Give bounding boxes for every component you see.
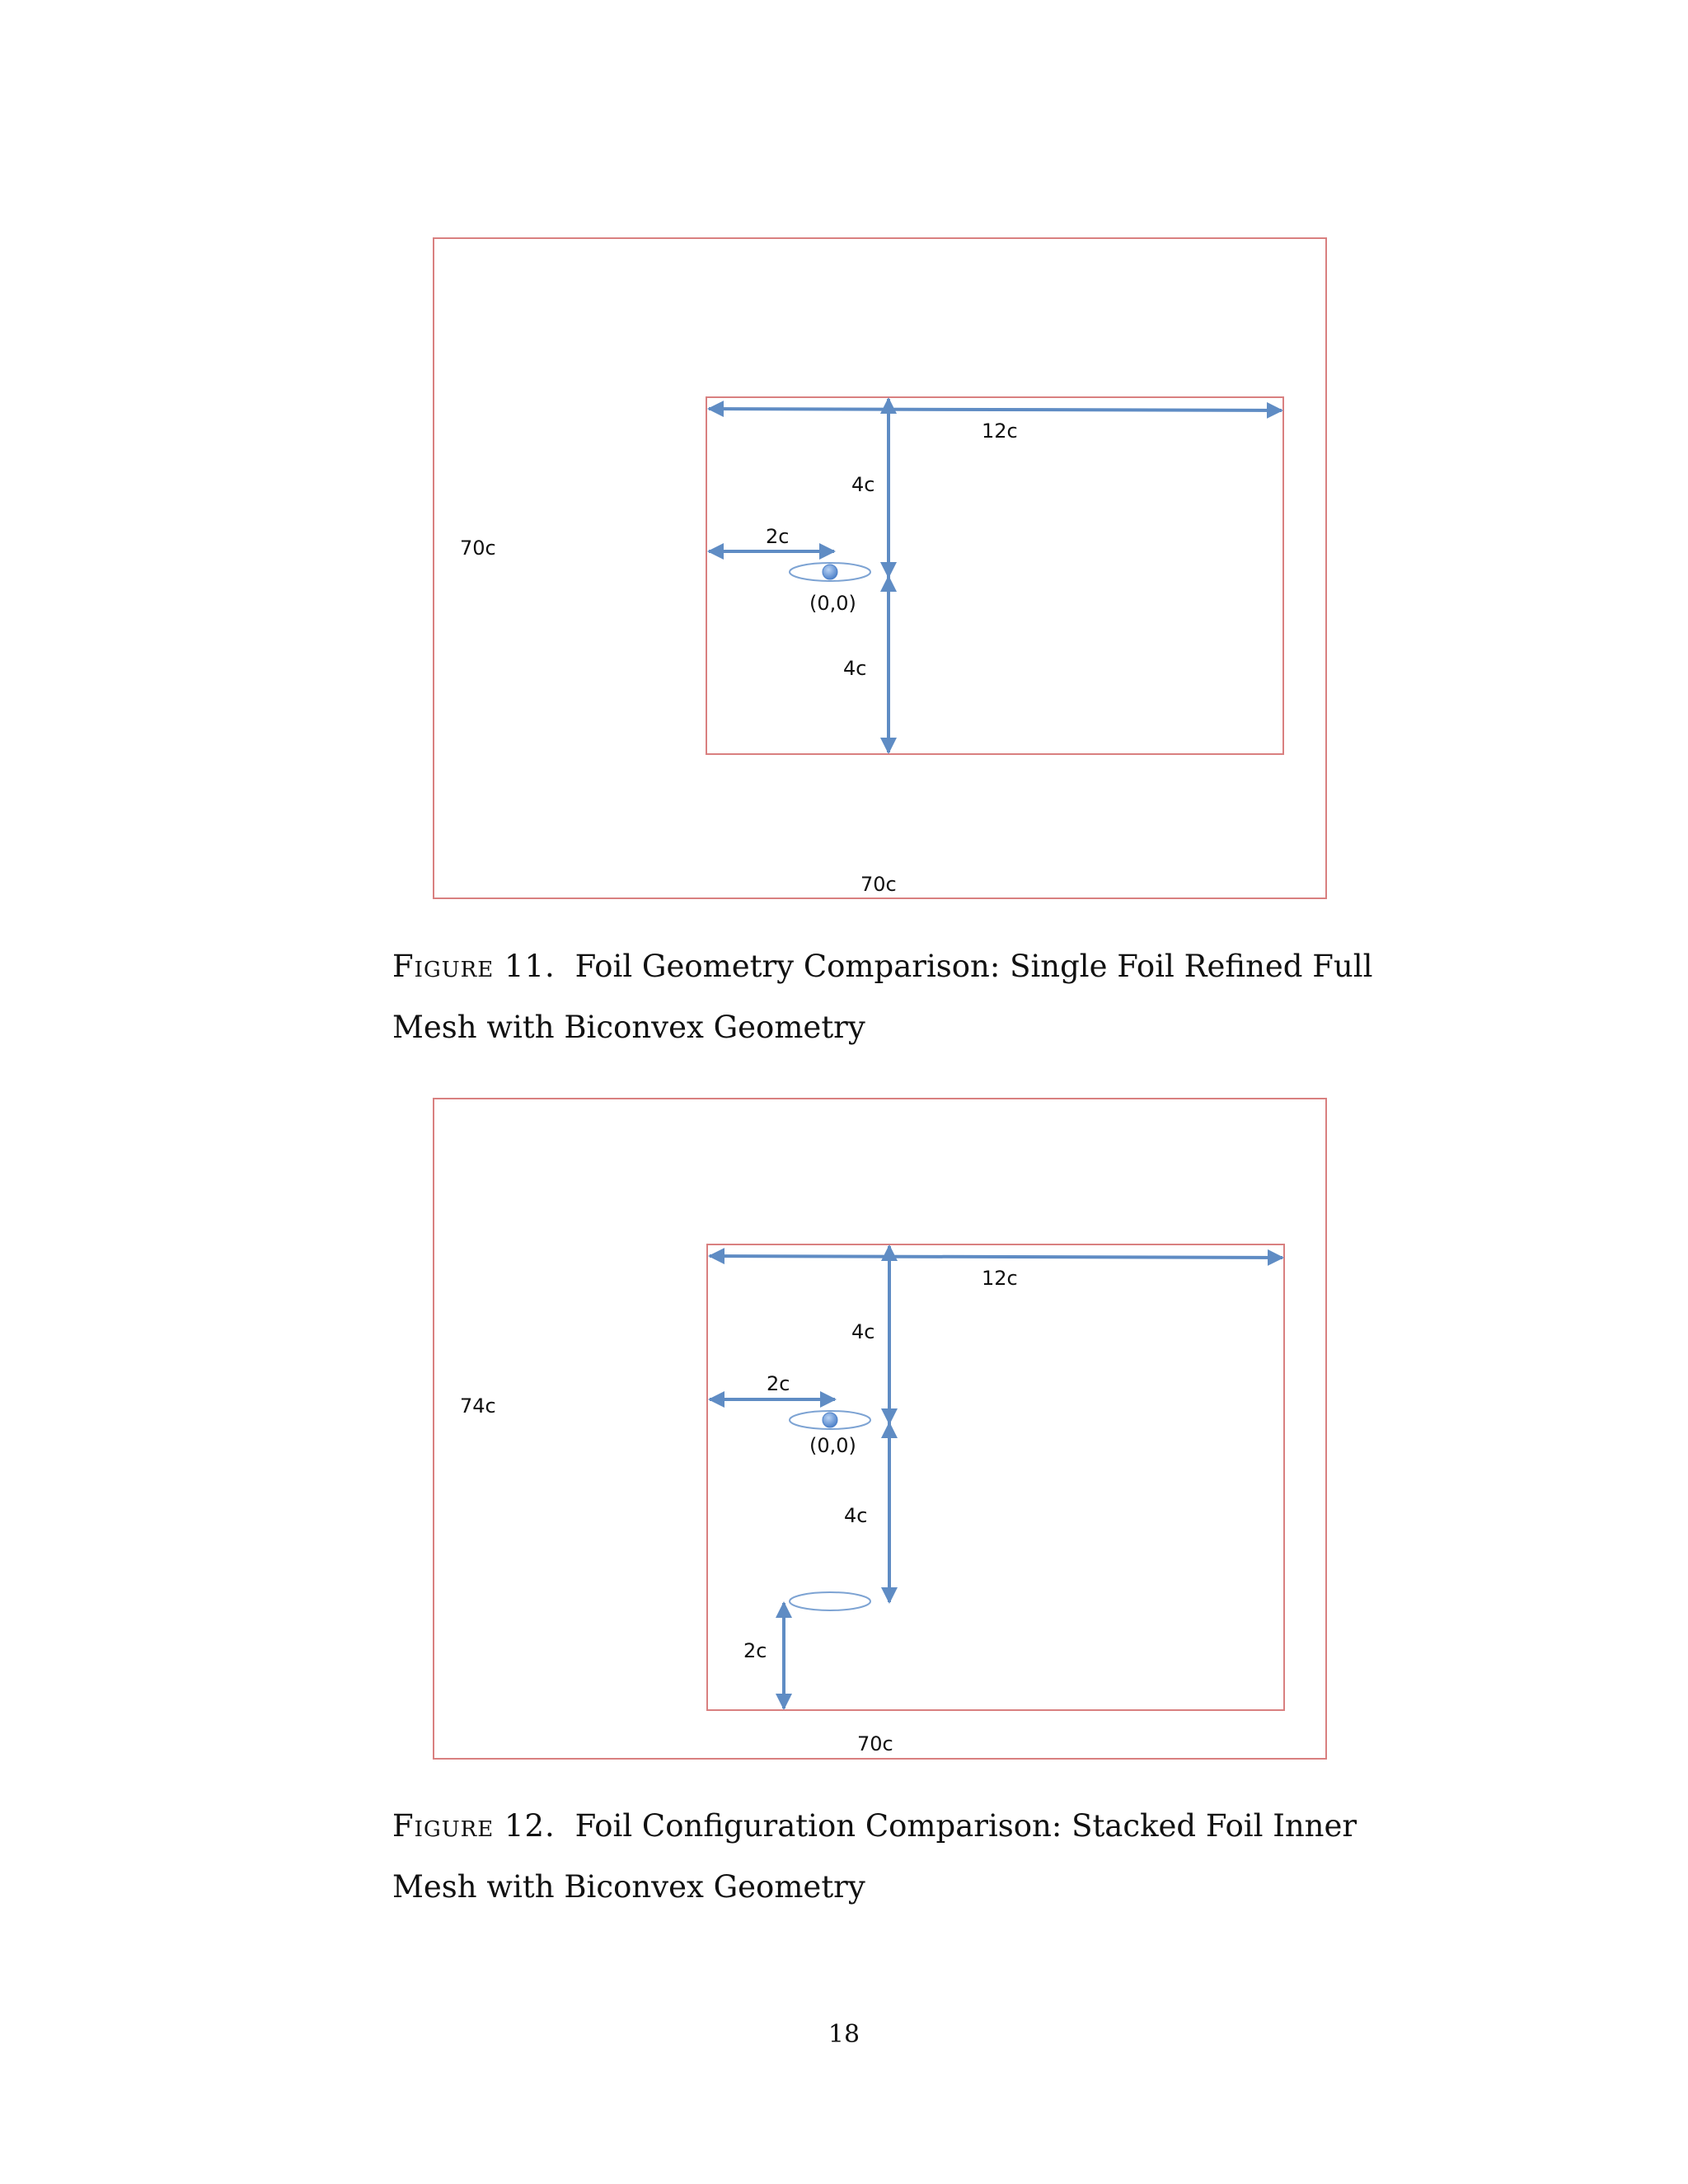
outer-height-label: 70c — [460, 537, 496, 560]
figure-12 — [434, 1099, 1326, 1759]
origin-point — [823, 565, 837, 579]
inner-width-label: 12c — [982, 419, 1018, 443]
stack-gap-label: 2c — [743, 1639, 767, 1662]
origin-label: (0,0) — [809, 1434, 856, 1457]
outer-width-label: 70c — [857, 1732, 893, 1755]
figure-12-caption-label: Figure 12. — [392, 1808, 556, 1844]
figure-11-caption-label: Figure 11. — [392, 949, 556, 984]
origin-point — [823, 1413, 837, 1427]
figure-11 — [434, 238, 1326, 898]
lower-biconvex-foil — [790, 1592, 870, 1610]
page-number: 18 — [828, 2020, 860, 2049]
upper-height-label: 4c — [851, 1320, 875, 1343]
upper-height-label: 4c — [851, 473, 875, 496]
outer-width-label: 70c — [860, 873, 897, 896]
offset-label: 2c — [767, 1372, 790, 1395]
outer-domain-box — [434, 1099, 1326, 1759]
inner-width-arrow — [709, 409, 1282, 410]
figure-11-caption — [392, 936, 1406, 1058]
lower-height-label: 4c — [843, 657, 867, 680]
inner-mesh-box — [707, 1244, 1284, 1710]
lower-height-label: 4c — [844, 1504, 868, 1527]
inner-width-label: 12c — [982, 1267, 1018, 1290]
figure-11-caption-text: Foil Geometry Comparison: Single Foil Refined Full Mesh with Biconvex Geometry — [392, 949, 1373, 1045]
figure-12-caption-text: Foil Configuration Comparison: Stacked Foil Inner Mesh with Biconvex Geometry — [392, 1808, 1357, 1905]
inner-width-arrow — [710, 1256, 1282, 1258]
origin-label: (0,0) — [809, 592, 856, 615]
outer-domain-box — [434, 238, 1326, 898]
offset-label: 2c — [766, 525, 790, 548]
figure-12-caption — [392, 1796, 1406, 1918]
outer-height-label: 74c — [460, 1394, 496, 1418]
